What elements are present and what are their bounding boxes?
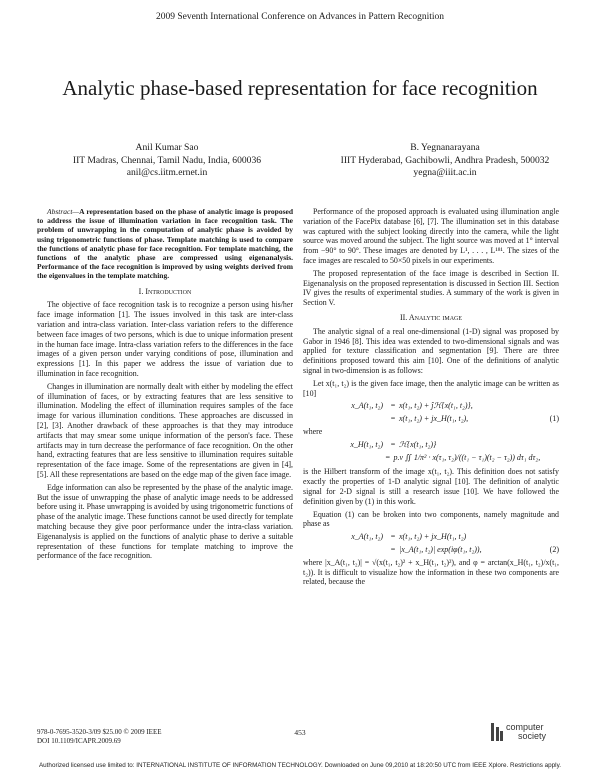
logo-text-line-2: society xyxy=(518,731,547,741)
paragraph: Edge information can also be represented by the phase of the analytic image. But the issue of unwrapping the phase of analytic image needs to be addressed before using it. Phase unwrapping is avoided by using trigonometric functions of phase of the analytic image. These functions cannot be used directly for template matching because they give poor performance under the intra-class variation. Eigenanalysis is applied on the functions of analytic phase to derive a suitable representation of these functions for template matching to improve the performance of the face recognition. xyxy=(37,482,293,561)
author-email: anil@cs.iitm.ernet.in xyxy=(126,167,208,178)
conference-header: 2009 Seventh International Conference on Advances in Pattern Recognition xyxy=(155,12,445,22)
author-email: yegna@iiit.ac.in xyxy=(413,167,477,178)
footer-isbn: 978-0-7695-3520-3/09 $25.00 © 2009 IEEE xyxy=(37,728,162,736)
hilbert-equation-line-2: = p.v ∬ 1/π² · x(τ₁, τ₂)/((t₁ − τ₁)(t₂ − τ₂)) dτ₁ dτ₂, xyxy=(385,452,541,462)
equation-number: (2) xyxy=(549,544,559,554)
author-name: B. Yegnanarayana xyxy=(410,142,480,153)
author-name: Anil Kumar Sao xyxy=(135,142,199,153)
paragraph: The objective of face recognition task is to recognize a person using his/her face image information [1]. The issues involved in this task are inter-class variation and intra-class variation. Inter-class variation refers to the difference between face images of two persons, which is due to unique information present in the human face image. Intra-class variation refers to the differences in the face images of a given person under varying conditions of pose, illumination and expressions [1]. In this paper we address the issue of variation due to illumination in face recognition. xyxy=(37,300,293,378)
paragraph: Let x(t₁, t₂) is the given face image, then the analytic image can be written as [10] xyxy=(303,378,559,398)
computer-society-logo xyxy=(490,718,570,748)
abstract-text: A representation based on the phase of analytic image is proposed to address the issue of illumination variation in face recognition task. The problem of unwrapping in the computation of analytic phase is avoided by using trigonometric functions of phase. Template matching is used to compare the functions of analytic phase for face recognition. For template matching, the functions of the analytic phase are compressed using eigenanalysis. Performance of the face recognition is improved by using weights derived from the eigenvalues in the template matching. xyxy=(37,207,293,281)
paragraph: where |x_A(t₁, t₂)| = √(x(t₁, t₂)² + x_H(t₁, t₂)²), and φ = arctan(x_H(t₁, t₂)/x(t₁, t₂)). It is difficult to visualize how the information in these two components are related, because the xyxy=(303,557,559,587)
equation-2-line-1: x_A(t₁, t₂) = x(t₁, t₂) + jx_H(t₁, t₂) xyxy=(351,532,467,542)
section-heading-analytic-image: II. Analytic image xyxy=(399,312,463,322)
footer-doi: DOI 10.1109/ICAPR.2009.69 xyxy=(37,737,121,745)
author-affiliation: IIIT Hyderabad, Gachibowli, Andhra Pradesh, 500032 xyxy=(340,154,550,166)
section-heading-introduction: I. Introduction xyxy=(138,286,192,296)
paragraph: The analytic signal of a real one-dimensional (1-D) signal was proposed by Gabor in 1946 [8]. This idea was extended to two-dimensional signals and was applied for texture classification and segmentation [9]. There are three definitions proposed toward this aim [10]. One of the definitions of analytic signal in two-dimension is as follows: xyxy=(303,326,559,375)
author-block-1 xyxy=(22,142,312,180)
right-column xyxy=(303,207,559,590)
authorized-use-notice: Authorized licensed use limited to: INTERNATIONAL INSTITUTE OF INFORMATION TECHNOLOGY. Downloaded on June 09,2010 at 18:20:50 UTC from IEEE Xplore. Restrictions apply. xyxy=(38,762,562,769)
equation-2-line-2: = |x_A(t₁, t₂)| exp(iφ(t₁, t₂)), (2) xyxy=(390,544,559,554)
equation-1-line-2: = x(t₁, t₂) + jx_H(t₁, t₂), (1) xyxy=(390,414,559,424)
author-block-2 xyxy=(300,142,590,180)
paper-title: Analytic phase-based representation for face recognition xyxy=(62,76,538,100)
where-label: where xyxy=(303,426,323,436)
page-number: 453 xyxy=(294,728,306,737)
paragraph: The proposed representation of the face image is described in Section II. Eigenanalysis on the proposed representation is discussed in Section III. Section IV gives the results of experimental studies. A summary of the work is given in Section V. xyxy=(303,268,559,308)
equation-number: (1) xyxy=(549,414,559,424)
left-column xyxy=(37,207,293,564)
equation-1-line-1: x_A(t₁, t₂) = x(t₁, t₂) + ĵℋ{x(t₁, t₂)}, xyxy=(351,401,473,411)
footer-copyright xyxy=(37,728,162,746)
abstract-lead: Abstract— xyxy=(47,207,80,216)
paragraph: Changes in illumination are normally dealt with either by modeling the effect of illumination of faces, or by extracting features that are less sensitive to illumination. Modeling the effect of illumination requires samples of the face image for various illumination conditions. These approaches are discussed in [2], [3]. Another drawback of these approaches is that they may introduce artifacts that may smear some unique information of the person's face. These artifacts may in turn decrease the performance of face recognition. On the other hand, extracting features that are less sensitive to illumination requires suitable representation of the face image. Some of the representations are given in [4], [5]. All these representations are based on the edge map of the given face image. xyxy=(37,381,293,479)
logo-text-line-1: computer xyxy=(506,722,544,732)
author-affiliation: IIT Madras, Chennai, Tamil Nadu, India, 600036 xyxy=(72,154,262,166)
abstract xyxy=(37,207,293,281)
hilbert-equation-line-1: x_H(t₁, t₂) = ℋ{x(t₁, t₂)} xyxy=(350,439,437,449)
paragraph: Performance of the proposed approach is evaluated using illumination angle variation of the FacePix database [6], [7]. The illumination set in this database was captured with the subject looking directly into the camera, while the light source was moved around the subject. The light source was moved at 1° interval from −90° to 90°. These images are denoted by L¹, . . . , L¹⁸¹. The sizes of the face images are rescaled to 50×50 pixels in our experiments. xyxy=(303,207,559,265)
computer-society-icon xyxy=(490,722,504,742)
paragraph: is the Hilbert transform of the image x(t₁, t₂). This definition does not satisfy exactly the properties of 1-D analytic signal [10]. The definition of analytic signal for 2-D signal is still a research issue [10]. We have followed the definition given by (1) in this work. xyxy=(303,467,559,506)
paragraph: Equation (1) can be broken into two components, namely magnitude and phase as xyxy=(303,509,559,529)
